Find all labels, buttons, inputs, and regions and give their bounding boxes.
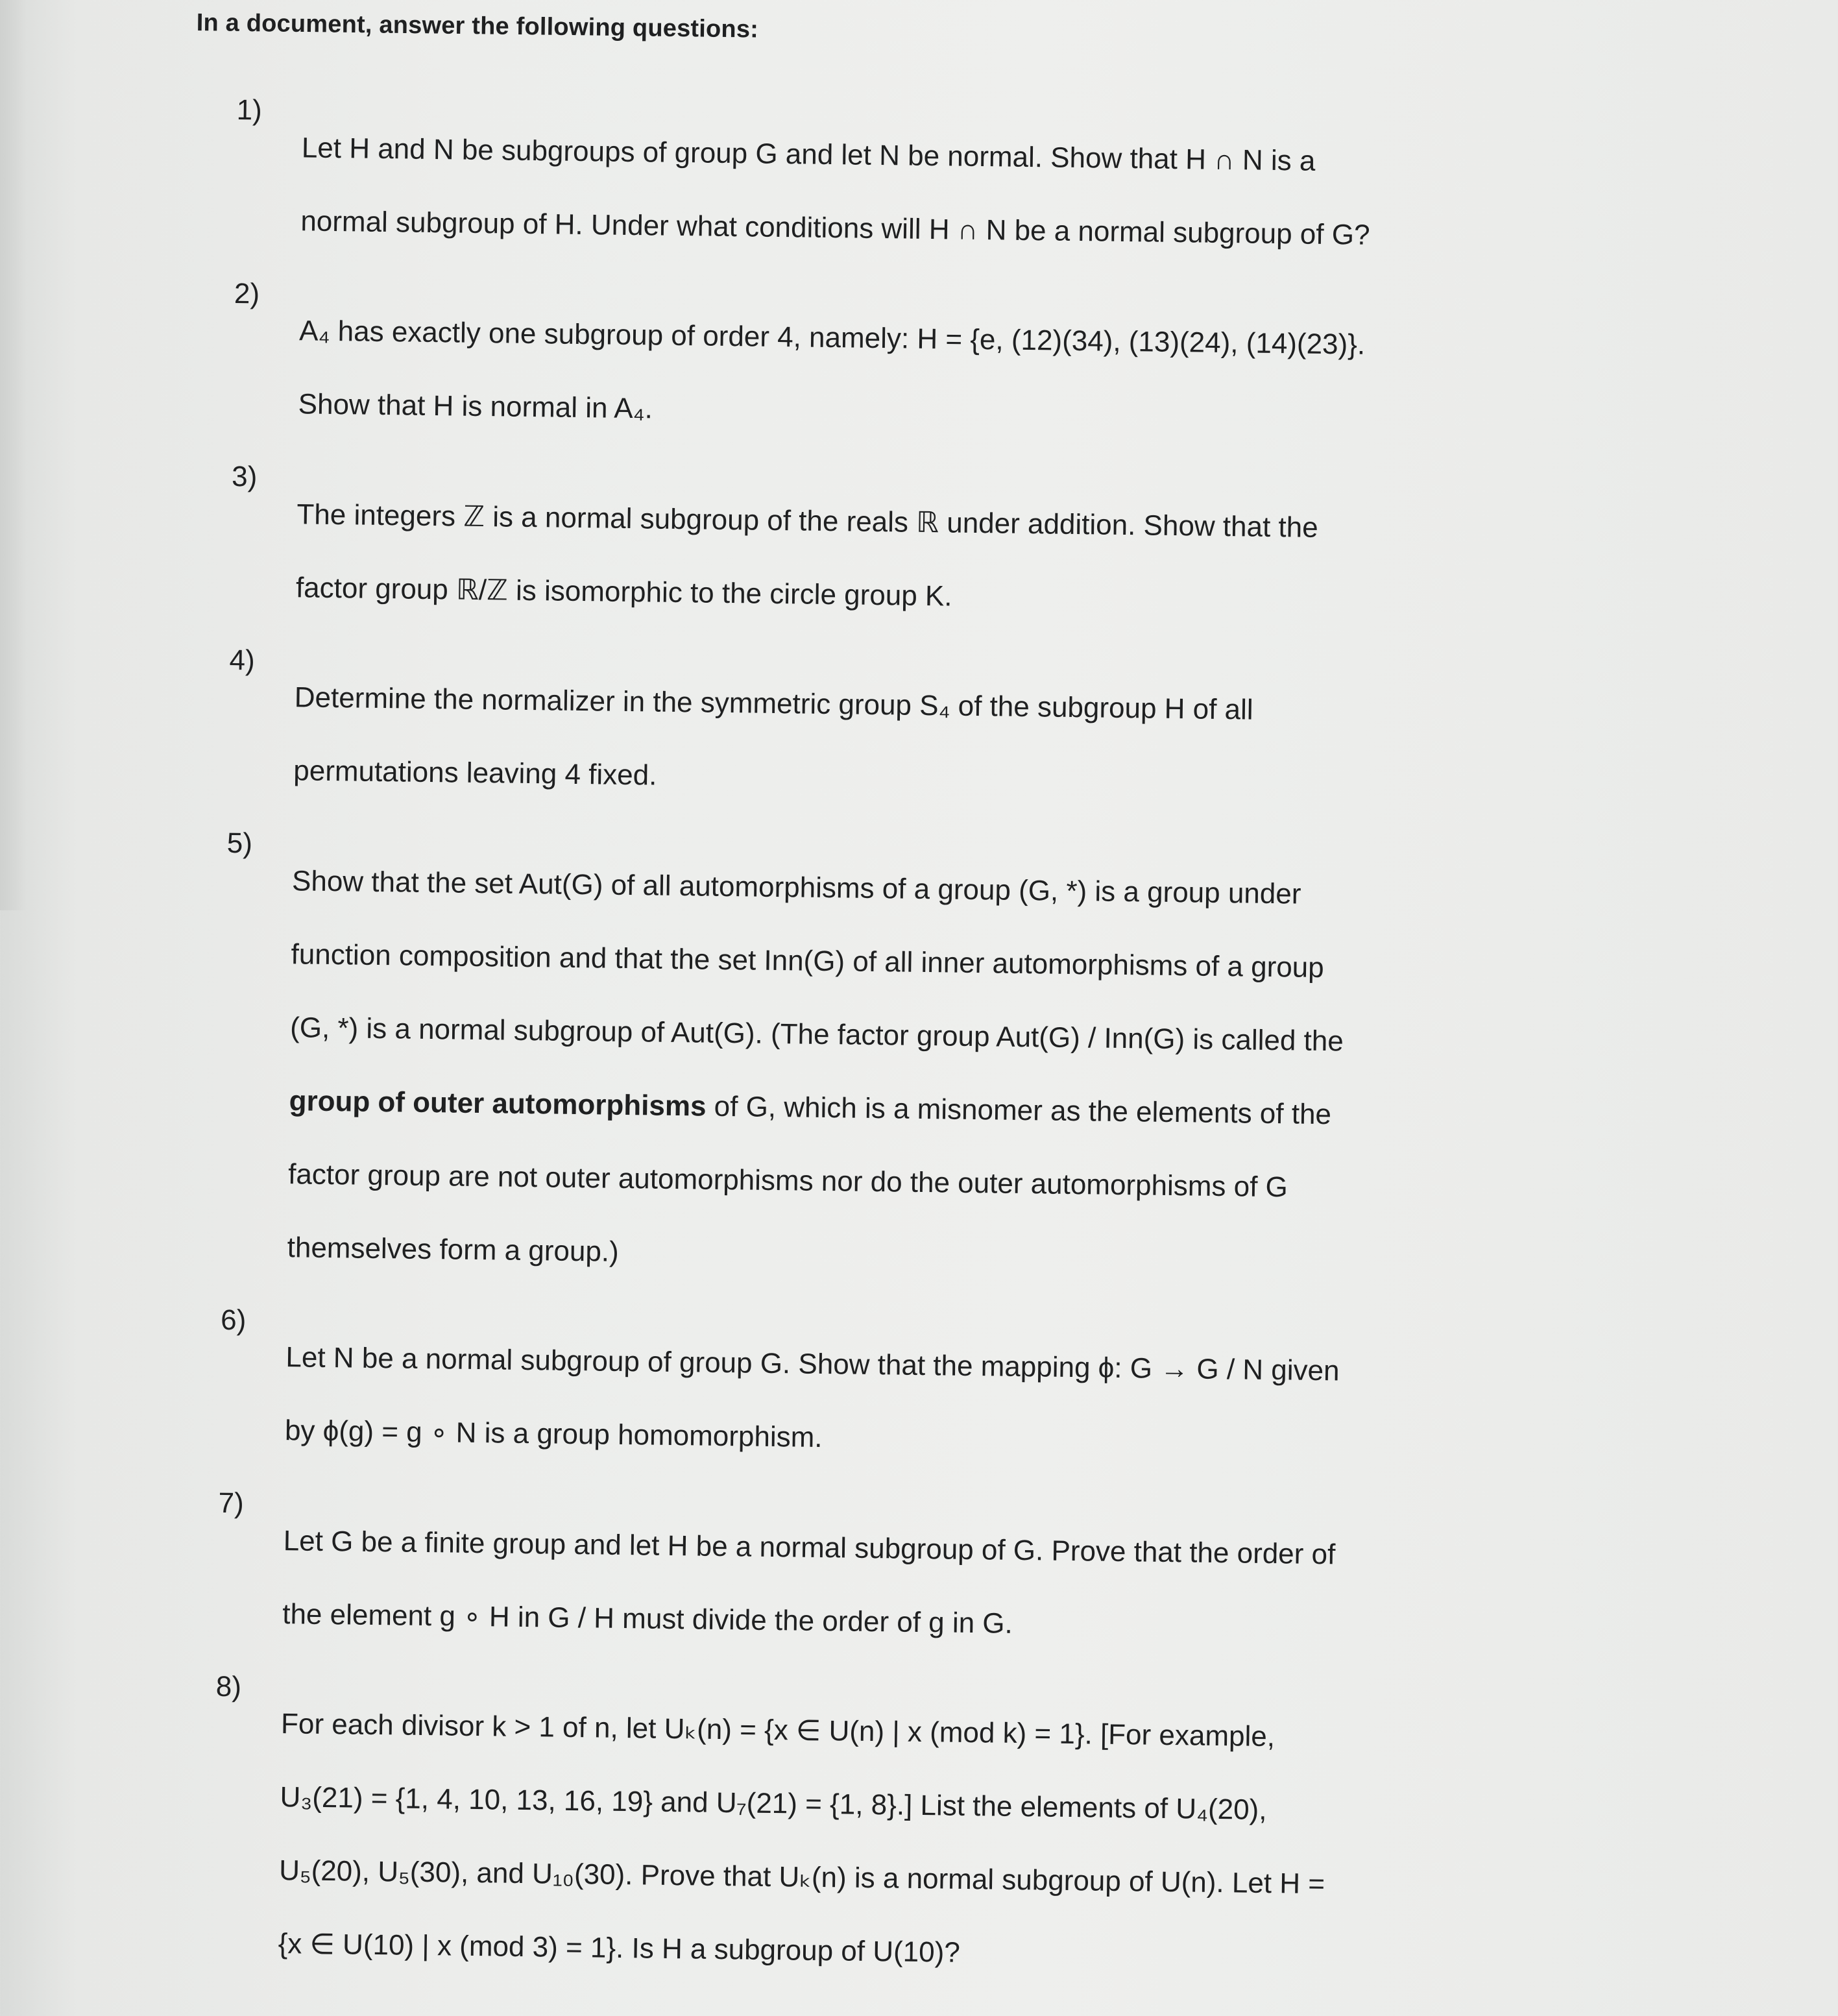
question-4 bbox=[227, 642, 1560, 842]
question-text bbox=[293, 643, 1560, 843]
question-5 bbox=[221, 825, 1557, 1319]
question-line: factor group ℝ/ℤ is isomorphic to the circle group K. bbox=[295, 571, 952, 612]
question-text bbox=[278, 1670, 1546, 2016]
question-text bbox=[287, 826, 1557, 1319]
question-line: function composition and that the set Inn(G) of all inner automorphisms of a group bbox=[291, 938, 1325, 984]
bold-term: group of outer automorphisms bbox=[289, 1084, 707, 1123]
question-number: 8) bbox=[215, 1670, 242, 1703]
question-number: 5) bbox=[226, 827, 253, 860]
question-number: 1) bbox=[236, 93, 263, 127]
question-line: U₃(21) = {1, 4, 10, 13, 16, 19} and U₇(21) = {1, 8}.] List the elements of U₄(20), bbox=[280, 1781, 1267, 1827]
question-1 bbox=[234, 92, 1567, 293]
question-line: normal subgroup of H. Under what conditions will H ∩ N be a normal subgroup of G? bbox=[300, 204, 1370, 251]
question-text bbox=[282, 1486, 1549, 1686]
question-line: U₅(20), U₅(30), and U₁₀(30). Prove that Uₖ(n) is a normal subgroup of U(n). Let H = bbox=[278, 1854, 1325, 1901]
question-7 bbox=[216, 1485, 1549, 1686]
question-line: by ϕ(g) = g ∘ N is a group homomorphism. bbox=[284, 1415, 823, 1453]
question-line: Let N be a normal subgroup of group G. Show that the mapping ϕ: G → G / N given bbox=[285, 1341, 1340, 1387]
question-text bbox=[300, 93, 1567, 293]
question-6 bbox=[219, 1302, 1551, 1502]
question-line: factor group are not outer automorphisms nor do the outer automorphisms of G bbox=[287, 1158, 1288, 1203]
question-line-continuation: of G, which is a misnomer as the elements of the bbox=[706, 1090, 1332, 1130]
question-number: 3) bbox=[231, 460, 258, 493]
photo-shadow-edge bbox=[0, 0, 26, 910]
question-line: Let G be a finite group and let H be a normal subgroup of G. Prove that the order of bbox=[283, 1524, 1336, 1570]
question-line: Show that H is normal in A₄. bbox=[298, 388, 653, 425]
question-line: Show that the set Aut(G) of all automorphisms of a group (G, *) is a group under bbox=[291, 864, 1301, 910]
question-line: the element g ∘ H in G / H must divide the order of g in G. bbox=[282, 1597, 1013, 1640]
question-text bbox=[295, 459, 1562, 659]
question-number: 2) bbox=[234, 277, 260, 310]
question-line bbox=[289, 1083, 1554, 1136]
question-line: {x ∈ U(10) | x (mod 3) = 1}. Is H a subgroup of U(10)? bbox=[278, 1928, 961, 1969]
question-list bbox=[212, 92, 1567, 2016]
question-line: Let H and N be subgroups of group G and let N be normal. Show that H ∩ N is a bbox=[301, 131, 1316, 177]
question-text bbox=[284, 1303, 1551, 1503]
question-3 bbox=[230, 459, 1562, 659]
question-text bbox=[298, 276, 1565, 476]
question-8 bbox=[212, 1668, 1546, 2015]
question-number: 4) bbox=[229, 644, 255, 676]
question-number: 7) bbox=[218, 1487, 244, 1520]
question-line: For each divisor k > 1 of n, let Uₖ(n) = {x ∈ U(n) | x (mod k) = 1}. [For example, bbox=[280, 1708, 1276, 1753]
question-line: permutations leaving 4 fixed. bbox=[293, 755, 657, 792]
question-line: Determine the normalizer in the symmetric group S₄ of the subgroup H of all bbox=[294, 681, 1253, 726]
question-line: themselves form a group.) bbox=[287, 1231, 620, 1268]
question-line: A₄ has exactly one subgroup of order 4, namely: H = {e, (12)(34), (13)(24), (14)(23)}. bbox=[298, 315, 1366, 361]
question-line: (G, *) is a normal subgroup of Aut(G). (The factor group Aut(G) / Inn(G) is called the bbox=[289, 1011, 1344, 1057]
instructions-heading: In a document, answer the following questions: bbox=[196, 9, 759, 43]
question-2 bbox=[232, 275, 1565, 476]
question-line: The integers ℤ is a normal subgroup of the reals ℝ under addition. Show that the bbox=[296, 498, 1318, 544]
question-number: 6) bbox=[220, 1304, 247, 1336]
